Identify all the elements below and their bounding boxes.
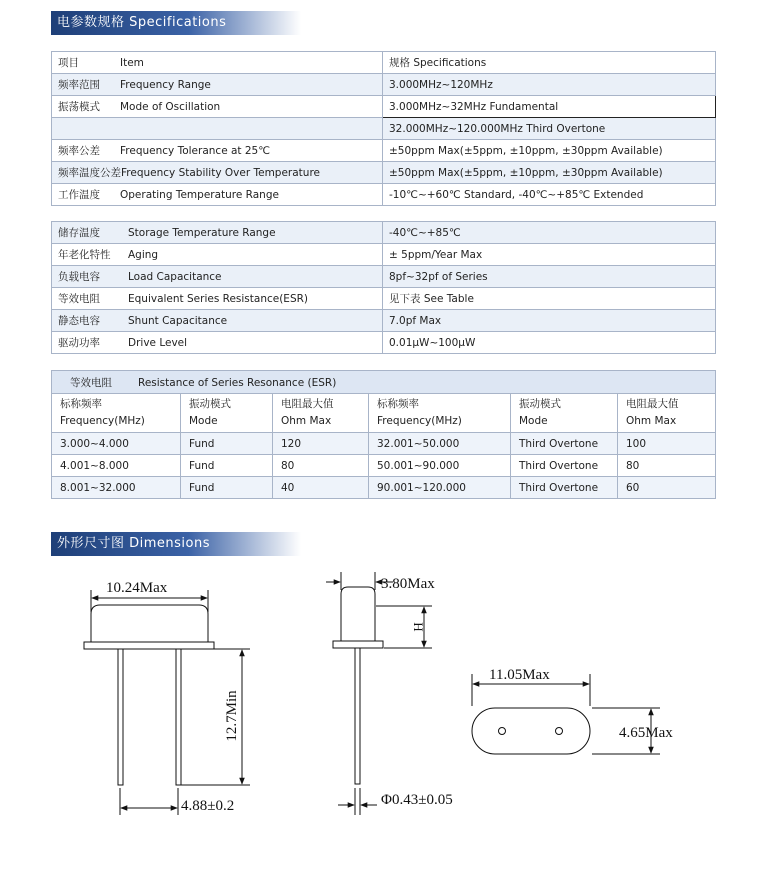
lead-diameter-label: Φ0.43±0.05 [381,792,453,808]
value-cell: 0.01μW~100μW [383,332,716,354]
param-en: Frequency Range [120,79,211,91]
column-header [369,394,511,433]
param-cell [52,332,383,354]
table-row [52,96,716,118]
param-en: Storage Temperature Range [128,227,276,239]
param-zh: 频率范围 [58,79,100,91]
param-zh: 频率公差 [58,145,100,157]
value-cell: ±50ppm Max(±5ppm, ±10ppm, ±30ppm Available) [383,140,716,162]
param-zh: 项目 [58,57,79,69]
value-cell: 规格 Specifications [383,52,716,74]
dimensions-heading: 外形尺寸图 Dimensions [51,532,301,556]
column-header [52,394,181,433]
value-cell: ± 5ppm/Year Max [383,244,716,266]
value-cell: -10℃~+60℃ Standard, -40℃~+85℃ Extended [383,184,716,206]
table-cell: Third Overtone [511,477,618,499]
table-row [52,140,716,162]
table-row [52,310,716,332]
param-cell [52,140,383,162]
bottom-view [472,674,660,754]
param-en: Load Capacitance [128,271,222,283]
param-en: Operating Temperature Range [120,189,279,201]
footprint-length-label: 11.05Max [489,667,550,683]
table-cell: 32.001~50.000 [369,433,511,455]
table-cell: 60 [618,477,716,499]
value-cell: ±50ppm Max(±5ppm, ±10ppm, ±30ppm Available) [383,162,716,184]
esr-title-en: Resistance of Series Resonance (ESR) [138,376,337,389]
side-view [326,572,432,815]
table-row [52,288,716,310]
column-header-zh: 电阻最大值 [626,398,679,410]
column-header [511,394,618,433]
value-cell: -40℃~+85℃ [383,222,716,244]
esr-title-zh: 等效电阻 [70,376,112,389]
esr-title-cell [52,371,716,394]
value-cell: 3.000MHz~120MHz [383,74,716,96]
param-en: Item [120,57,144,69]
table-row [52,184,716,206]
table-row [52,266,716,288]
table-row [52,332,716,354]
param-zh: 频率温度公差 [58,167,121,179]
value-cell: 见下表 See Table [383,288,716,310]
param-en: Equivalent Series Resistance(ESR) [128,293,309,305]
table-row [52,455,716,477]
esr-table [51,370,716,499]
lead-length-label: 12.7Min [224,690,240,742]
param-en: Aging [128,249,159,261]
param-cell [52,52,383,74]
param-cell [52,288,383,310]
param-cell [52,118,383,140]
param-zh: 静态电容 [58,315,100,327]
column-header [618,394,716,433]
param-en: Drive Level [128,337,188,349]
esr-title-row [52,371,716,394]
table-row [52,118,716,140]
value-cell: 3.000MHz~32MHz Fundamental [383,96,716,118]
table-row [52,433,716,455]
column-header-en: Ohm Max [281,415,332,427]
column-header-en: Mode [189,415,218,427]
param-zh: 储存温度 [58,227,100,239]
dimensions-drawing [0,555,766,890]
param-cell [52,74,383,96]
column-header-en: Mode [519,415,548,427]
value-cell: 32.000MHz~120.000MHz Third Overtone [383,118,716,140]
table-row [52,222,716,244]
table-cell: Fund [181,433,273,455]
table-row [52,162,716,184]
thickness-max-label: 3.80Max [381,576,435,592]
table-row [52,477,716,499]
table-cell: 80 [273,455,369,477]
table-cell: Fund [181,455,273,477]
param-cell [52,310,383,332]
param-cell [52,162,383,184]
param-zh: 年老化特性 [58,249,111,261]
param-en: Frequency Stability Over Temperature [121,167,320,179]
param-en: Shunt Capacitance [128,315,228,327]
table-cell: 80 [618,455,716,477]
height-label: H [411,622,426,632]
spec-table-2 [51,221,716,354]
column-header-zh: 振动模式 [519,398,561,410]
param-zh: 工作温度 [58,189,100,201]
table-row [52,52,716,74]
table-cell: 100 [618,433,716,455]
param-cell [52,266,383,288]
table-cell: 50.001~90.000 [369,455,511,477]
esr-header-row [52,394,716,433]
table-cell: 120 [273,433,369,455]
lead-pitch-label: 4.88±0.2 [181,798,235,814]
column-header [181,394,273,433]
table-row [52,244,716,266]
footprint-width-label: 4.65Max [619,725,673,741]
column-header-zh: 电阻最大值 [281,398,334,410]
column-header-en: Frequency(MHz) [377,415,462,427]
column-header-zh: 标称频率 [377,398,419,410]
param-zh: 驱动功率 [58,337,100,349]
table-cell: Third Overtone [511,455,618,477]
column-header-en: Ohm Max [626,415,677,427]
param-en: Mode of Oscillation [120,101,221,113]
specifications-heading: 电参数规格 Specifications [51,11,301,35]
value-cell: 7.0pf Max [383,310,716,332]
value-cell: 8pf~32pf of Series [383,266,716,288]
width-max-label: 10.24Max [106,580,168,596]
param-cell [52,222,383,244]
table-cell: 8.001~32.000 [52,477,181,499]
param-cell [52,184,383,206]
param-zh: 负载电容 [58,271,100,283]
table-cell: 40 [273,477,369,499]
param-zh: 振荡模式 [58,101,100,113]
table-cell: 3.000~4.000 [52,433,181,455]
table-row [52,74,716,96]
param-cell [52,96,383,118]
table-cell: 4.001~8.000 [52,455,181,477]
column-header [273,394,369,433]
spec-table-1 [51,51,716,206]
param-cell [52,244,383,266]
column-header-zh: 标称频率 [60,398,102,410]
table-cell: Fund [181,477,273,499]
table-cell: 90.001~120.000 [369,477,511,499]
column-header-en: Frequency(MHz) [60,415,145,427]
param-zh: 等效电阻 [58,293,100,305]
table-cell: Third Overtone [511,433,618,455]
param-en: Frequency Tolerance at 25℃ [120,145,271,157]
column-header-zh: 振动模式 [189,398,231,410]
